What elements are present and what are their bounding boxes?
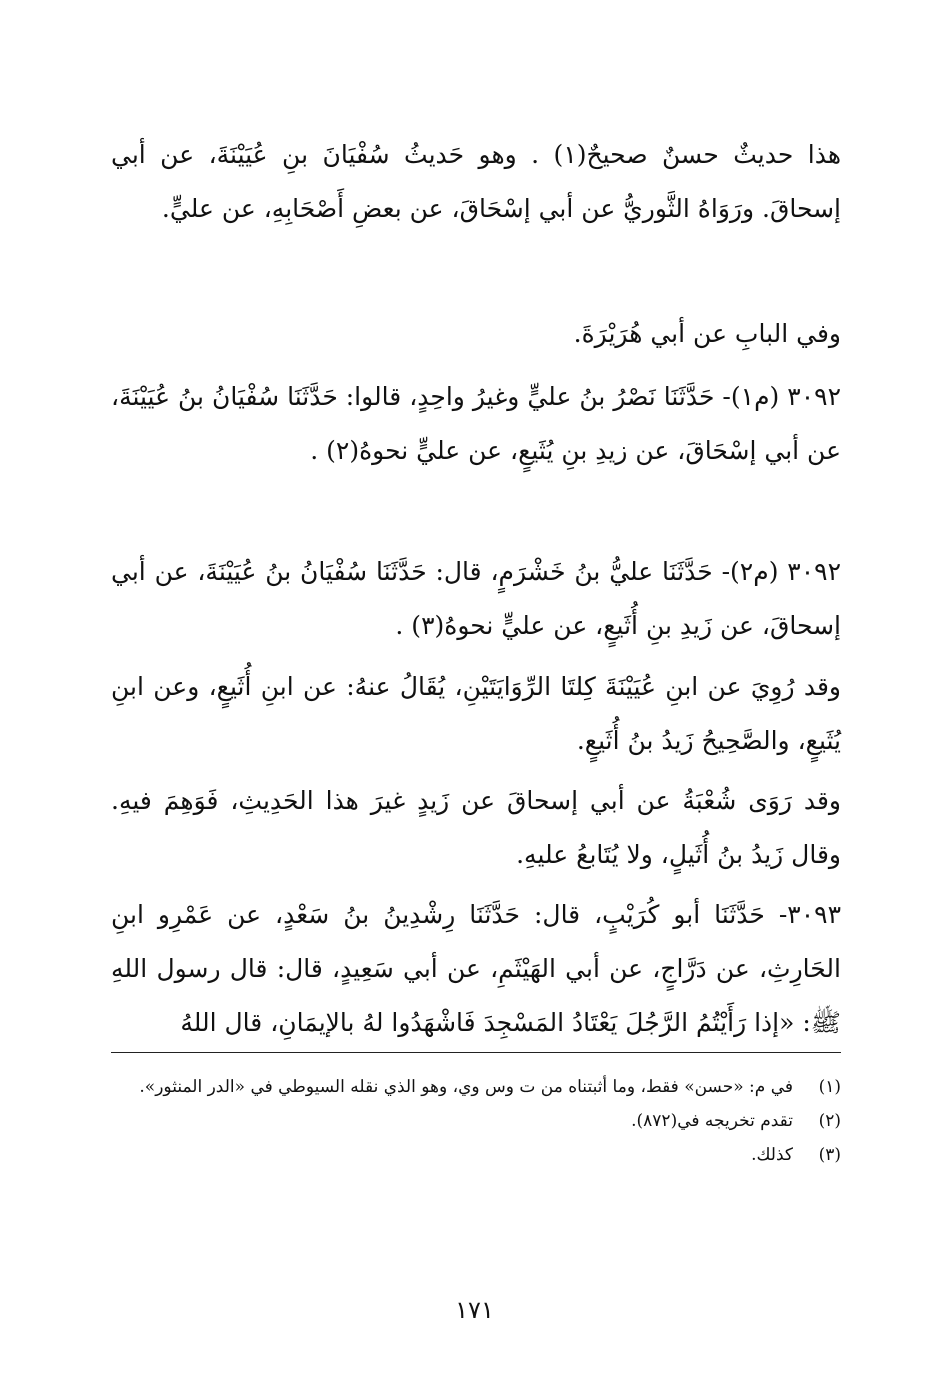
page-number: ١٧١ [455, 1296, 494, 1324]
footnote-text: كذلك. [751, 1145, 793, 1165]
body-paragraph-2: وفي البابِ عن أبي هُرَيْرَةَ. [573, 319, 841, 348]
footnote-number: (١) [818, 1077, 841, 1097]
body-paragraph-6: وقد رَوَى شُعْبَةُ عن أبي إسحاقَ عن زَيدٍ غيرَ هذا الحَدِيثِ، فَوَهِمَ فيهِ. وقال زَيدُ بنُ أُثَيلٍ، ولا يُتَابعُ عليهِ. [111, 786, 841, 869]
hadith-3092-m1: ٣٠٩٢ (م١)- حَدَّثَنَا نَصْرُ بنُ عليٍّ وغيرُ واحِدٍ، قالوا: حَدَّثَنَا سُفْيَانُ بنُ عُيَيْنَةَ، عن أبي إسْحَاقَ، عن زيدِ بنِ يُثَيعٍ، عن عليٍّ نحوهُ(٢) . [111, 382, 841, 465]
footnote-number: (٣) [818, 1145, 841, 1165]
footnote-text: في م: «حسن» فقط، وما أثبتناه من ت وس وي، وهو الذي نقله السيوطي في «الدر المنثور». [139, 1077, 793, 1097]
footnote-number: (٢) [818, 1111, 841, 1131]
footnote-text: تقدم تخريجه في(٨٧٢). [631, 1111, 793, 1131]
footnote-3 [111, 1140, 841, 1170]
body-paragraph-5: وقد رُوِيَ عن ابنِ عُيَيْنَةَ كِلتَا الرِّوَايَتَيْنِ، يُقَالُ عنهُ: عن ابنِ أُثَيعٍ، وعن ابنِ يُثَيعٍ، والصَّحِيحُ زَيدُ بنُ أُثَيعٍ. [111, 672, 841, 755]
footnote-1 [111, 1072, 841, 1102]
footnote-2 [111, 1106, 841, 1136]
hadith-3092-m2: ٣٠٩٢ (م٢)- حَدَّثَنَا عليُّ بنُ خَشْرَمٍ، قال: حَدَّثَنَا سُفْيَانُ بنُ عُيَيْنَةَ، عن أبي إسحاقَ، عن زَيدِ بنِ أُثَيعٍ، عن عليٍّ نحوهُ(٣) . [111, 557, 841, 640]
footnotes [111, 1072, 841, 1174]
body-paragraph-1: هذا حديثٌ حسنٌ صحيحٌ(١) . وهو حَديثُ سُفْيَانَ بنِ عُيَيْنَةَ، عن أبي إسحاقَ. ورَوَاهُ الثَّوريُّ عن أبي إسْحَاقَ، عن بعضِ أَصْحَابِهِ، عن عليٍّ. [111, 140, 842, 223]
hadith-3093: ٣٠٩٣- حَدَّثَنَا أبو كُرَيْبٍ، قال: حَدَّثَنَا رِشْدِينُ بنُ سَعْدٍ، عن عَمْرِو ابنِ الحَارِثِ، عن دَرَّاجٍ، عن أبي الهَيْثَمِ، عن أبي سَعِيدٍ، قال: قال رسول اللهِ ﷺ: «إذا رَأَيْتُمُ الرَّجُلَ يَعْتَادُ المَسْجِدَ فَاشْهَدُوا لهُ بالإيمَانِ، قال اللهُ [111, 900, 841, 1037]
footnote-divider [111, 1052, 841, 1053]
